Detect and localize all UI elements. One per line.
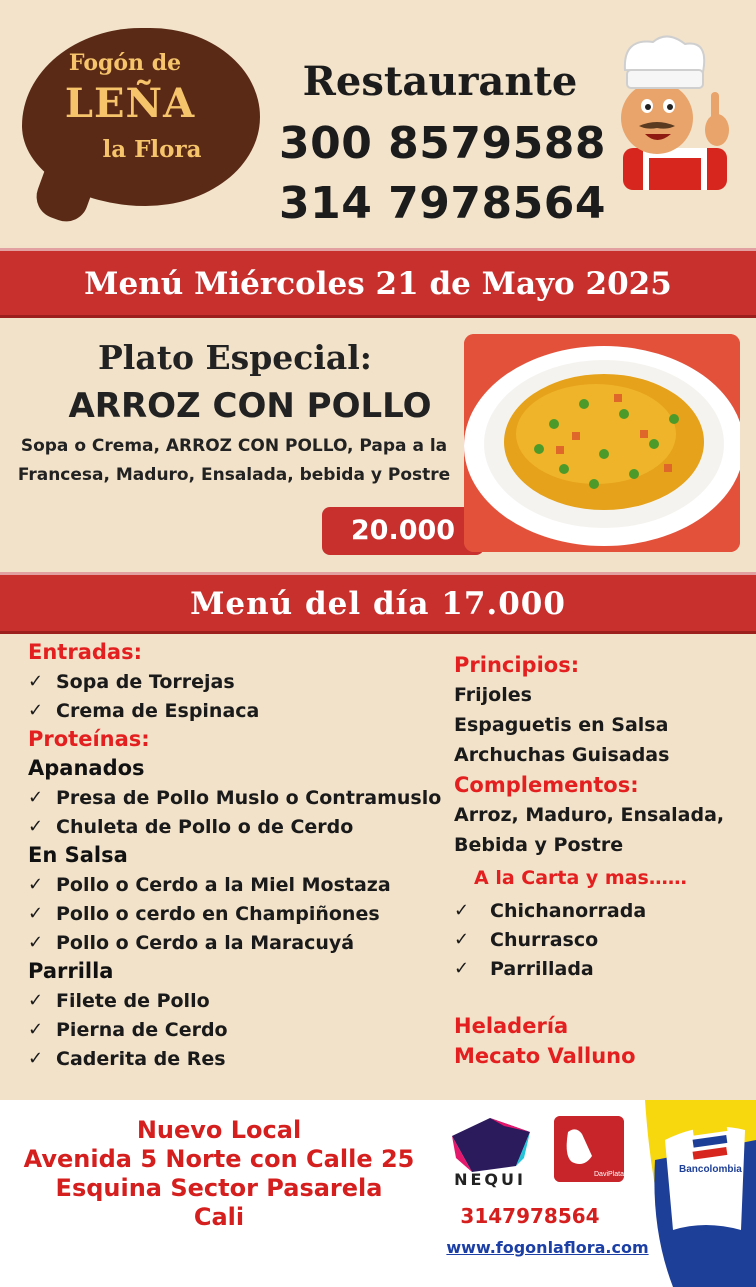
daviplata-label: DaviPlata: [594, 1171, 624, 1178]
list-item: ✓ Pierna de Cerdo: [28, 1018, 228, 1041]
list-item: Espaguetis en Salsa: [454, 714, 669, 736]
list-item: Archuchas Guisadas: [454, 744, 670, 766]
address-line: Nuevo Local: [136, 1116, 302, 1144]
list-item: Frijoles: [454, 684, 532, 706]
logo-line-1: Fogón de: [68, 50, 182, 76]
list-item: ✓ Pollo o Cerdo a la Maracuyá: [28, 931, 355, 954]
chef-mascot-image: [605, 30, 745, 190]
check-icon: ✓: [28, 671, 44, 692]
daviplata-logo: [554, 1116, 624, 1182]
complementos-title: Complementos:: [454, 773, 639, 797]
special-description: Sopa o Crema, ARROZ CON POLLO, Papa a la Francesa, Maduro, Ensalada, bebida y Postre: [17, 436, 451, 485]
list-item: ✓ Caderita de Res: [28, 1047, 226, 1070]
apanados-title: Apanados: [28, 756, 145, 780]
footer-phone: 3147978564: [460, 1204, 600, 1228]
check-icon: ✓: [28, 700, 44, 721]
check-icon: ✓: [28, 787, 44, 808]
en-salsa-title: En Salsa: [28, 843, 128, 867]
address-line: Cali: [193, 1203, 245, 1231]
check-icon: ✓: [28, 816, 44, 837]
entradas-title: Entradas:: [28, 640, 142, 664]
check-icon: ✓: [28, 932, 44, 953]
check-icon: ✓: [454, 929, 470, 950]
list-item: ✓ Pollo o Cerdo a la Miel Mostaza: [28, 873, 391, 896]
complementos-line: Arroz, Maduro, Ensalada,: [454, 804, 725, 826]
parrilla-title: Parrilla: [28, 959, 114, 983]
mecato-label: Mecato Valluno: [454, 1044, 636, 1068]
special-dish-name: ARROZ CON POLLO: [68, 386, 432, 426]
check-icon: ✓: [28, 1048, 44, 1069]
list-item: ✓ Chuleta de Pollo o de Cerdo: [28, 815, 354, 838]
left-menu-column: [28, 638, 448, 1073]
phone-number-1: 300 8579588: [279, 118, 606, 169]
special-label: Plato Especial:: [97, 338, 372, 377]
daily-menu-banner: Menú del día 17.000: [0, 572, 756, 634]
check-icon: ✓: [28, 1019, 44, 1040]
special-price-badge: 20.000: [322, 507, 484, 555]
list-item: ✓ Crema de Espinaca: [28, 699, 260, 722]
list-item: ✓ Pollo o cerdo en Champiñones: [28, 902, 380, 925]
a-la-carta-title: A la Carta y mas……: [474, 867, 687, 889]
restaurant-title: Restaurante: [302, 58, 578, 105]
list-item: ✓ Chichanorrada: [454, 899, 647, 922]
check-icon: ✓: [454, 900, 470, 921]
menu-date-banner: Menú Miércoles 21 de Mayo 2025: [0, 248, 756, 318]
address-line: Avenida 5 Norte con Calle 25: [23, 1145, 415, 1173]
right-menu-column: [454, 650, 754, 1071]
check-icon: ✓: [28, 903, 44, 924]
proteinas-title: Proteínas:: [28, 727, 150, 751]
heladeria-label: Heladería: [454, 1014, 569, 1038]
logo-line-2: LEÑA: [64, 80, 196, 127]
nequi-label: NEQUI: [454, 1170, 526, 1189]
logo-line-3: la Flora: [102, 136, 202, 163]
bancolombia-label: Bancolombia: [679, 1164, 742, 1175]
restaurant-logo: [22, 28, 260, 224]
list-item: ✓ Sopa de Torrejas: [28, 670, 235, 693]
check-icon: ✓: [454, 958, 470, 979]
phone-number-2: 314 7978564: [279, 178, 606, 229]
complementos-line: Bebida y Postre: [454, 834, 624, 856]
check-icon: ✓: [28, 990, 44, 1011]
arroz-con-pollo-photo: [464, 334, 740, 552]
principios-title: Principios:: [454, 653, 580, 677]
website-link[interactable]: www.fogonlaflora.com: [446, 1238, 649, 1257]
list-item: ✓ Presa de Pollo Muslo o Contramuslo: [28, 786, 442, 809]
bancolombia-logo: [645, 1100, 756, 1287]
address-line: Esquina Sector Pasarela: [55, 1174, 383, 1202]
check-icon: ✓: [28, 874, 44, 895]
address-block: [14, 1116, 424, 1232]
list-item: ✓ Parrillada: [454, 957, 594, 980]
list-item: ✓ Filete de Pollo: [28, 989, 210, 1012]
list-item: ✓ Churrasco: [454, 928, 599, 951]
